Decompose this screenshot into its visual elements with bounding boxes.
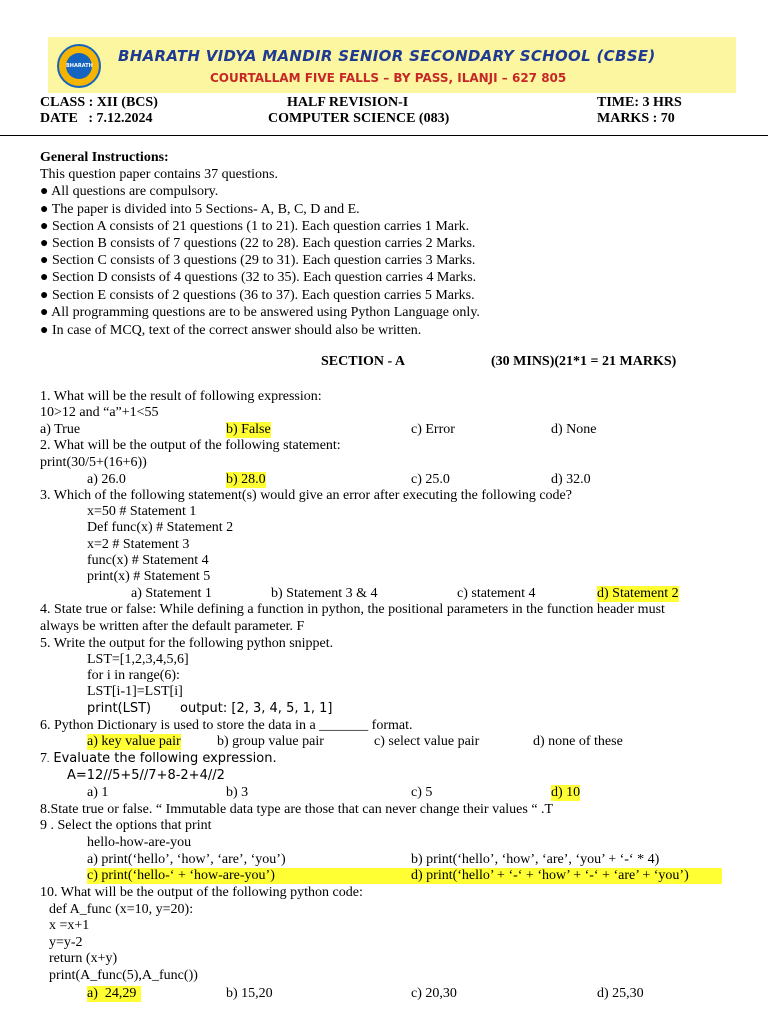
code-line: LST[i-1]=LST[i] — [87, 684, 183, 699]
q10-option-c: c) 20,30 — [411, 986, 457, 1001]
question-7 — [40, 751, 277, 767]
question-2: 2. What will be the output of the following statement: — [40, 438, 341, 453]
q1-option-b-answer: b) False — [226, 422, 271, 437]
q3-option-a: a) Statement 1 — [131, 586, 212, 601]
q5-output: output: [2, 3, 4, 5, 1, 1] — [180, 701, 333, 716]
header-divider — [0, 135, 768, 136]
code-line: print(A_func(5),A_func()) — [49, 968, 198, 983]
q6-option-c: c) select value pair — [374, 734, 480, 749]
q7-option-c: c) 5 — [411, 785, 433, 800]
q10-option-a-answer: a) 24,29 — [87, 986, 141, 1002]
q1-option-c: c) Error — [411, 422, 455, 437]
instruction-line: ● Section E consists of 2 questions (36 to 37). Each question carries 5 Marks. — [40, 288, 475, 303]
question-7-dot: . — [47, 754, 50, 764]
question-4: 4. State true or false: While defining a function in python, the positional parameters in the function header must — [40, 602, 665, 617]
section-info: (30 MINS)(21*1 = 21 MARKS) — [491, 354, 677, 369]
section-title: SECTION - A — [321, 354, 406, 369]
logo-text: BHARATH — [66, 53, 92, 79]
question-1: 1. What will be the result of following expression: — [40, 389, 322, 404]
q2-option-a: a) 26.0 — [87, 472, 126, 487]
q7-option-d-answer: d) 10 — [551, 785, 581, 800]
q1-option-d: d) None — [551, 422, 597, 437]
question-7-number: 7 — [40, 751, 47, 766]
code-line: x=50 # Statement 1 — [87, 504, 197, 519]
q3-option-c: c) statement 4 — [457, 586, 536, 601]
code-line: print(x) # Statement 5 — [87, 569, 211, 584]
question-6: 6. Python Dictionary is used to store the data in a _______ format. — [40, 718, 413, 733]
code-line: return (x+y) — [49, 951, 118, 966]
code-line: LST=[1,2,3,4,5,6] — [87, 652, 189, 667]
question-8: 8.State true or false. “ Immutable data type are those that can never change their values “ .T — [40, 802, 554, 817]
q9-target: hello-how-are-you — [87, 835, 192, 850]
school-address: COURTALLAM FIVE FALLS – BY PASS, ILANJI – 627 805 — [210, 71, 567, 85]
q1-option-a: a) True — [40, 422, 81, 437]
school-logo — [57, 44, 101, 88]
class-label: CLASS : XII (BCS) — [40, 95, 158, 110]
instructions-heading: General Instructions: — [40, 150, 169, 165]
code-line: def A_func (x=10, y=20): — [49, 902, 194, 917]
q2-option-b-answer: b) 28.0 — [226, 472, 266, 487]
question-5: 5. Write the output for the following python snippet. — [40, 636, 334, 651]
instruction-line: ● In case of MCQ, text of the correct answer should also be written. — [40, 323, 422, 338]
code-line: x=2 # Statement 3 — [87, 537, 190, 552]
q3-option-b: b) Statement 3 & 4 — [271, 586, 378, 601]
q2-option-c: c) 25.0 — [411, 472, 450, 487]
instruction-line: ● Section C consists of 3 questions (29 to 31). Each question carries 3 Marks. — [40, 253, 476, 268]
q3-option-d-answer: d) Statement 2 — [597, 586, 679, 601]
instruction-line: ● All programming questions are to be answered using Python Language only. — [40, 305, 480, 320]
exam-time: TIME: 3 HRS — [597, 95, 682, 110]
code-line: Def func(x) # Statement 2 — [87, 520, 234, 535]
code-line: y=y-2 — [49, 935, 83, 950]
exam-date: DATE : 7.12.2024 — [40, 111, 153, 126]
q6-option-d: d) none of these — [533, 734, 623, 749]
instruction-line: ● Section A consists of 21 questions (1 to 21). Each question carries 1 Mark. — [40, 219, 470, 234]
code-line: func(x) # Statement 4 — [87, 553, 209, 568]
question-7-expr: A=12//5+5//7+8-2+4//2 — [67, 768, 225, 783]
subject: COMPUTER SCIENCE (083) — [268, 111, 450, 126]
instruction-line: This question paper contains 37 questions. — [40, 167, 278, 182]
question-1-expr: 10>12 and “a”+1<55 — [40, 405, 159, 420]
q9-option-c-answer: c) print(‘hello-‘ + ‘how-are-you’) — [87, 868, 411, 884]
q10-option-d: d) 25,30 — [597, 986, 644, 1001]
code-line: x =x+1 — [49, 918, 90, 933]
question-7-text: Evaluate the following expression. — [49, 751, 277, 766]
school-name: BHARATH VIDYA MANDIR SENIOR SECONDARY SCHOOL (CBSE) — [118, 47, 656, 65]
q6-option-a-answer: a) key value pair — [87, 734, 181, 749]
q10-option-b: b) 15,20 — [226, 986, 273, 1001]
question-4-cont: always be written after the default parameter. F — [40, 619, 305, 634]
q6-option-b: b) group value pair — [217, 734, 324, 749]
q7-option-b: b) 3 — [226, 785, 249, 800]
question-9: 9 . Select the options that print — [40, 818, 212, 833]
code-line: print(LST) — [87, 701, 152, 716]
q9-option-a: a) print(‘hello’, ‘how’, ‘are’, ‘you’) — [87, 852, 286, 867]
q2-option-d: d) 32.0 — [551, 472, 591, 487]
q9-option-d-answer: d) print(‘hello’ + ‘-‘ + ‘how’ + ‘-‘ + ‘are’ + ‘you’) — [411, 868, 722, 884]
question-10: 10. What will be the output of the following python code: — [40, 885, 363, 900]
question-3: 3. Which of the following statement(s) would give an error after executing the following code? — [40, 488, 572, 503]
q9-option-b: b) print(‘hello’, ‘how’, ‘are’, ‘you’ + ‘-‘ * 4) — [411, 852, 660, 867]
instruction-line: ● All questions are compulsory. — [40, 184, 219, 199]
code-line: for i in range(6): — [87, 668, 180, 683]
instruction-line: ● Section B consists of 7 questions (22 to 28). Each question carries 2 Marks. — [40, 236, 476, 251]
instruction-line: ● The paper is divided into 5 Sections- A, B, C, D and E. — [40, 202, 360, 217]
exam-marks: MARKS : 70 — [597, 111, 675, 126]
exam-title: HALF REVISION-I — [287, 95, 409, 110]
instruction-line: ● Section D consists of 4 questions (32 to 35). Each question carries 4 Marks. — [40, 270, 477, 285]
question-2-expr: print(30/5+(16+6)) — [40, 455, 147, 470]
q7-option-a: a) 1 — [87, 785, 109, 800]
